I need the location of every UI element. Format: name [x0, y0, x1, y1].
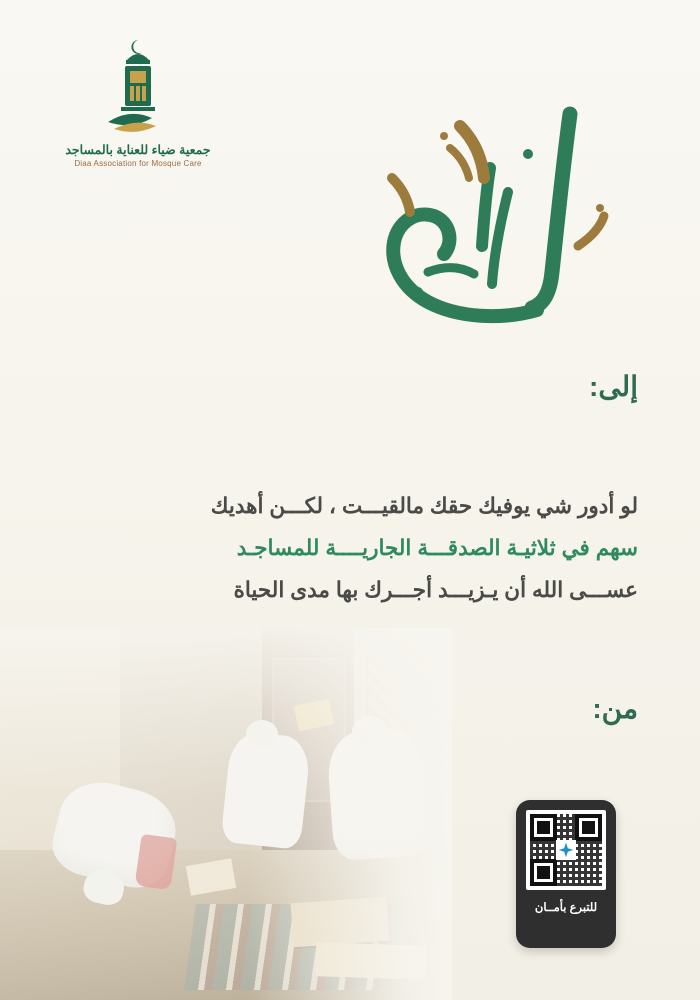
qr-finder-bottom-left — [530, 859, 557, 886]
headline-calligraphy — [332, 96, 632, 326]
donation-qr-card[interactable] — [516, 800, 616, 948]
qr-finder-top-right — [575, 814, 602, 841]
logo-title-ar: جمعية ضياء للعناية بالمساجد — [65, 143, 211, 157]
mosque-care-photo — [0, 628, 452, 1000]
message-line-1: لو أدور شي يوفيك حقك مالقيـــت ، لكـــن أهديك — [210, 494, 638, 518]
message-body — [62, 486, 638, 612]
from-label: من: — [592, 693, 638, 724]
message-line-2: سهم في ثلاثيـة الصدقـــة الجاريــــة للمساجـد — [236, 535, 638, 560]
qr-code-icon[interactable] — [526, 810, 606, 890]
mosque-minaret-icon — [96, 34, 180, 138]
qr-caption: للتبرع بأمــان — [534, 902, 598, 914]
star-icon — [556, 840, 576, 860]
photo-fade-overlay — [0, 628, 452, 1000]
to-label: إلى: — [589, 371, 638, 402]
association-logo — [48, 34, 228, 168]
message-line-3: عســـى الله أن يـزيـــد أجـــرك بها مدى الحياة — [233, 577, 638, 602]
qr-finder-top-left — [530, 814, 557, 841]
logo-subtitle-en: Diaa Association for Mosque Care — [74, 159, 202, 168]
